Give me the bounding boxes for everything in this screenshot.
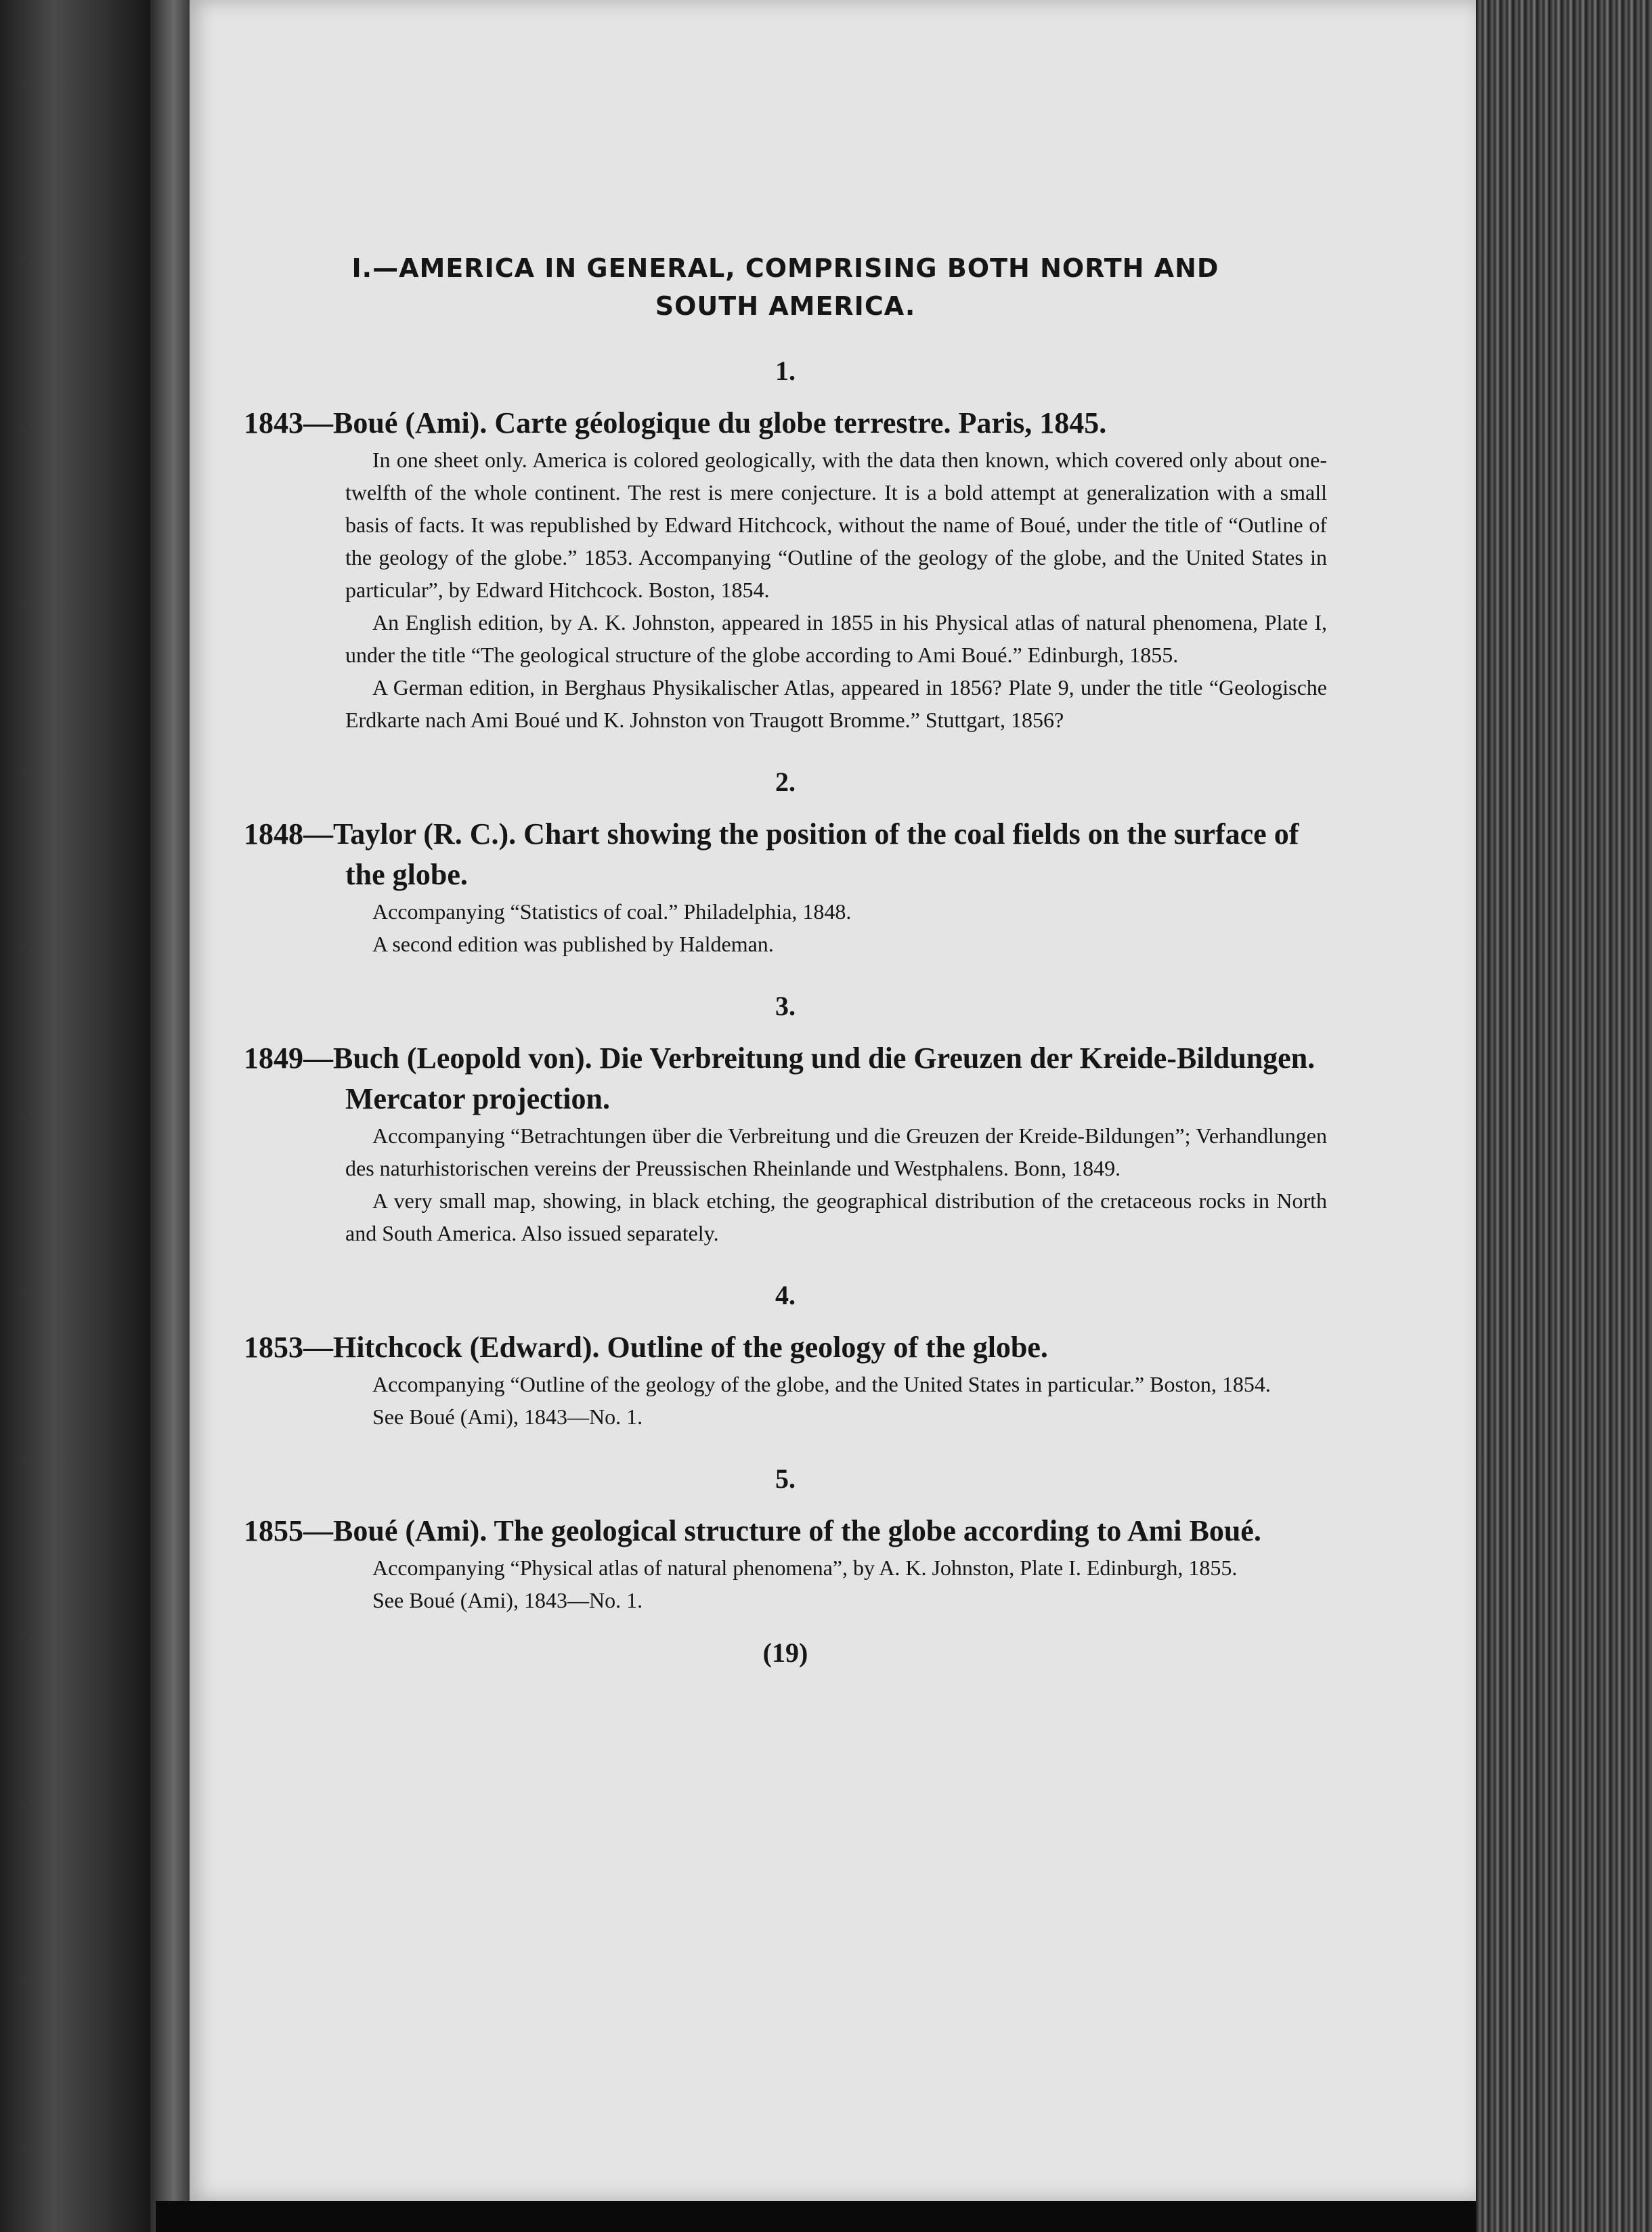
entry-heading [244, 1038, 1327, 1119]
entry-heading [244, 1327, 1327, 1368]
entry-author-detail: (Edward). [462, 1331, 600, 1364]
entry-author: Boué [333, 1514, 398, 1547]
entry-title: Die Verbreitung und die Greuzen der Kreide-Bildungen. Mercator projection. [345, 1042, 1316, 1115]
entry-author-detail: (Ami). [397, 406, 487, 439]
entry-paragraph: A very small map, showing, in black etching, the geographical distribution of the cretaceous rocks in North and South America. Also issued separately. [345, 1188, 1327, 1245]
entry-number: 4. [775, 1280, 796, 1310]
entry-title: Outline of the geology of the globe. [607, 1331, 1048, 1364]
entry-year: 1855— [244, 1514, 333, 1547]
section-heading-line2: SOUTH AMERICA. [655, 291, 916, 321]
entry-number: 2. [775, 767, 796, 797]
section-heading-line1: I.—AMERICA IN GENERAL, COMPRISING BOTH NORTH AND [351, 253, 1219, 283]
entry-author: Taylor [333, 817, 416, 851]
entry-paragraph: An English edition, by A. K. Johnston, appeared in 1855 in his Physical atlas of natural phenomena, Plate I, under the title “The geological structure of the globe according to Ami Boué.” Edinburgh, 1855. [345, 610, 1327, 667]
entry [244, 1463, 1327, 1616]
page-number: (19) [762, 1637, 808, 1668]
book-spine-shadow [150, 0, 190, 2232]
scan-bottom-edge [156, 2201, 1476, 2232]
entry [244, 355, 1327, 736]
entry [244, 1279, 1327, 1433]
entry-heading [244, 403, 1327, 444]
entry [244, 766, 1327, 960]
entry-number: 1. [775, 356, 796, 386]
entry-number: 5. [775, 1463, 796, 1494]
entry-paragraph: Accompanying “Physical atlas of natural phenomena”, by A. K. Johnston, Plate I. Edinburgh, 1855. [372, 1555, 1238, 1580]
entry [244, 990, 1327, 1249]
entry-author: Boué [333, 406, 398, 439]
entry-paragraph: Accompanying “Outline of the geology of the globe, and the United States in particular.” Boston, 1854. [372, 1372, 1271, 1396]
entry-paragraph: Accompanying “Betrachtungen über die Verbreitung und die Greuzen der Kreide-Bildungen”; Verhandlungen des naturhistorischen vereins der Preussischen Rheinlande und Westphalens. Bonn, 1849. [345, 1123, 1327, 1180]
entry-title: Carte géologique du globe terrestre. Paris, 1845. [494, 406, 1107, 439]
entry-author: Hitchcock [333, 1331, 462, 1364]
entry-paragraph: Accompanying “Statistics of coal.” Philadelphia, 1848. [372, 899, 852, 924]
entry-cross-reference: See Boué (Ami), 1843—No. 1. [372, 1404, 643, 1429]
entry-heading [244, 1511, 1327, 1551]
scan-left-edge [0, 0, 156, 2232]
entry-heading [244, 814, 1327, 895]
entry-author-detail: (Ami). [397, 1514, 487, 1547]
entry-year: 1848— [244, 817, 333, 851]
entry-author: Buch [333, 1042, 399, 1075]
entry-year: 1853— [244, 1331, 333, 1364]
section-heading [244, 249, 1327, 325]
entry-paragraph: A German edition, in Berghaus Physikalischer Atlas, appeared in 1856? Plate 9, under the title “Geologische Erdkarte nach Ami Boué und K. Johnston von Traugott Bromme.” Stuttgart, 1856? [345, 675, 1327, 732]
entry-title: The geological structure of the globe according to Ami Boué. [494, 1514, 1261, 1547]
entry-cross-reference: See Boué (Ami), 1843—No. 1. [372, 1588, 643, 1612]
entry-author-detail: (Leopold von). [399, 1042, 592, 1075]
entry-paragraph: In one sheet only. America is colored geologically, with the data then known, which covered only about one-twelfth of the whole continent. The rest is mere conjecture. It is a bold attempt at generalization with a small basis of facts. It was republished by Edward Hitchcock, without the name of Boué, under the title of “Outline of the geology of the globe.” 1853. Accompanying “Outline of the geology of the globe, and the United States in particular”, by Edward Hitchcock. Boston, 1854. [345, 448, 1327, 602]
entry-year: 1849— [244, 1042, 333, 1075]
page-stack-edge [1476, 0, 1652, 2232]
entry-title: Chart showing the position of the coal fields on the surface of the globe. [345, 817, 1299, 891]
entry-author-detail: (R. C.). [416, 817, 517, 851]
page-content [244, 249, 1327, 1669]
entry-year: 1843— [244, 406, 333, 439]
entry-paragraph: A second edition was published by Haldeman. [372, 932, 774, 956]
entry-number: 3. [775, 991, 796, 1021]
